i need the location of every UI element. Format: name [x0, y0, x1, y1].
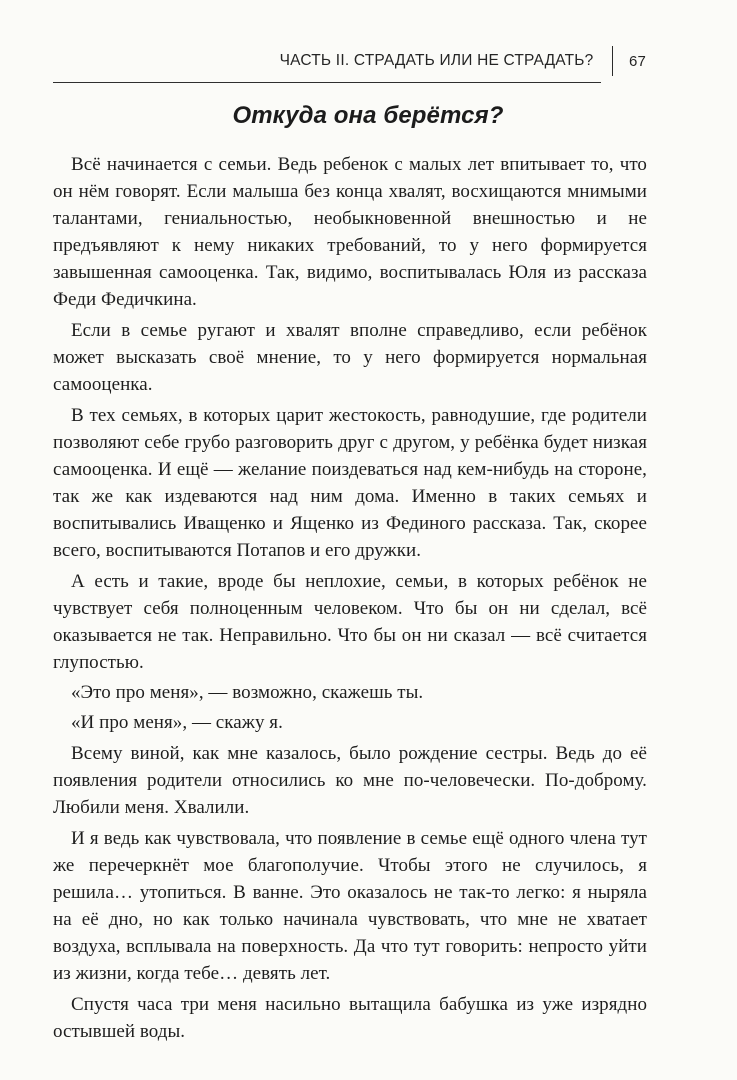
header-rule	[53, 82, 601, 83]
running-header	[53, 44, 653, 78]
paragraph-8: И я ведь как чувствовала, что появление в семье ещё одного члена тут же перечеркнёт мое благополучие. Чтобы этого не случилось, я решила… утопиться. В ванне. Это оказалось не так-то легко: я ныряла на её дно, но как только начинала чувствовать, что мне не хватает воздуха, всплывала на поверхность. Да что тут говорить: непросто уйти из жизни, когда тебе… девять лет.	[53, 828, 647, 984]
header-divider	[612, 46, 614, 76]
paragraph-5: «Это про меня», — возможно, скажешь ты.	[71, 682, 424, 703]
body-text	[53, 151, 647, 1045]
paragraph-4: А есть и такие, вроде бы неплохие, семьи, в которых ребёнок не чувствует себя полноценным человеком. Что бы он ни сделал, всё оказывается не так. Неправильно. Что бы он ни сказал — всё считается глупостью.	[53, 571, 647, 673]
paragraph-1: Всё начинается с семьи. Ведь ребенок с малых лет впитывает то, что он нём говорят. Если малыша без конца хвалят, восхищаются мнимыми талантами, гениальностью, необыкновенной внешностью и не предъявляют к нему никаких требований, то у него формируется завышенная самооценка. Так, видимо, воспитывалась Юля из рассказа Феди Федичкина.	[53, 154, 647, 310]
chapter-title: Откуда она берётся?	[232, 102, 504, 129]
paragraph-6: «И про меня», — скажу я.	[71, 712, 283, 733]
page-number: 67	[629, 52, 647, 70]
paragraph-3: В тех семьях, в которых царит жестокость, равнодушие, где родители позволяют себе грубо разговорить друг с другом, у ребёнка будет низкая самооценка. И ещё — желание поиздеваться над кем-нибудь на стороне, так же как издеваются над ним дома. Именно в таких семьях и воспитывались Иващенко и Ященко из Фединого рассказа. Так, скорее всего, воспитываются Потапов и его дружки.	[53, 405, 647, 561]
paragraph-7: Всему виной, как мне казалось, было рождение сестры. Ведь до её появления родители относились ко мне по-человечески. По-доброму. Любили меня. Хвалили.	[53, 743, 647, 818]
section-title: ЧАСТЬ II. СТРАДАТЬ ИЛИ НЕ СТРАДАТЬ?	[279, 52, 594, 69]
paragraph-2: Если в семье ругают и хвалят вполне справедливо, если ребёнок может высказать своё мнение, то у него формируется нормальная самооценка.	[53, 320, 647, 395]
paragraph-9: Спустя часа три меня насильно вытащила бабушка из уже изрядно остывшей воды.	[53, 994, 647, 1042]
